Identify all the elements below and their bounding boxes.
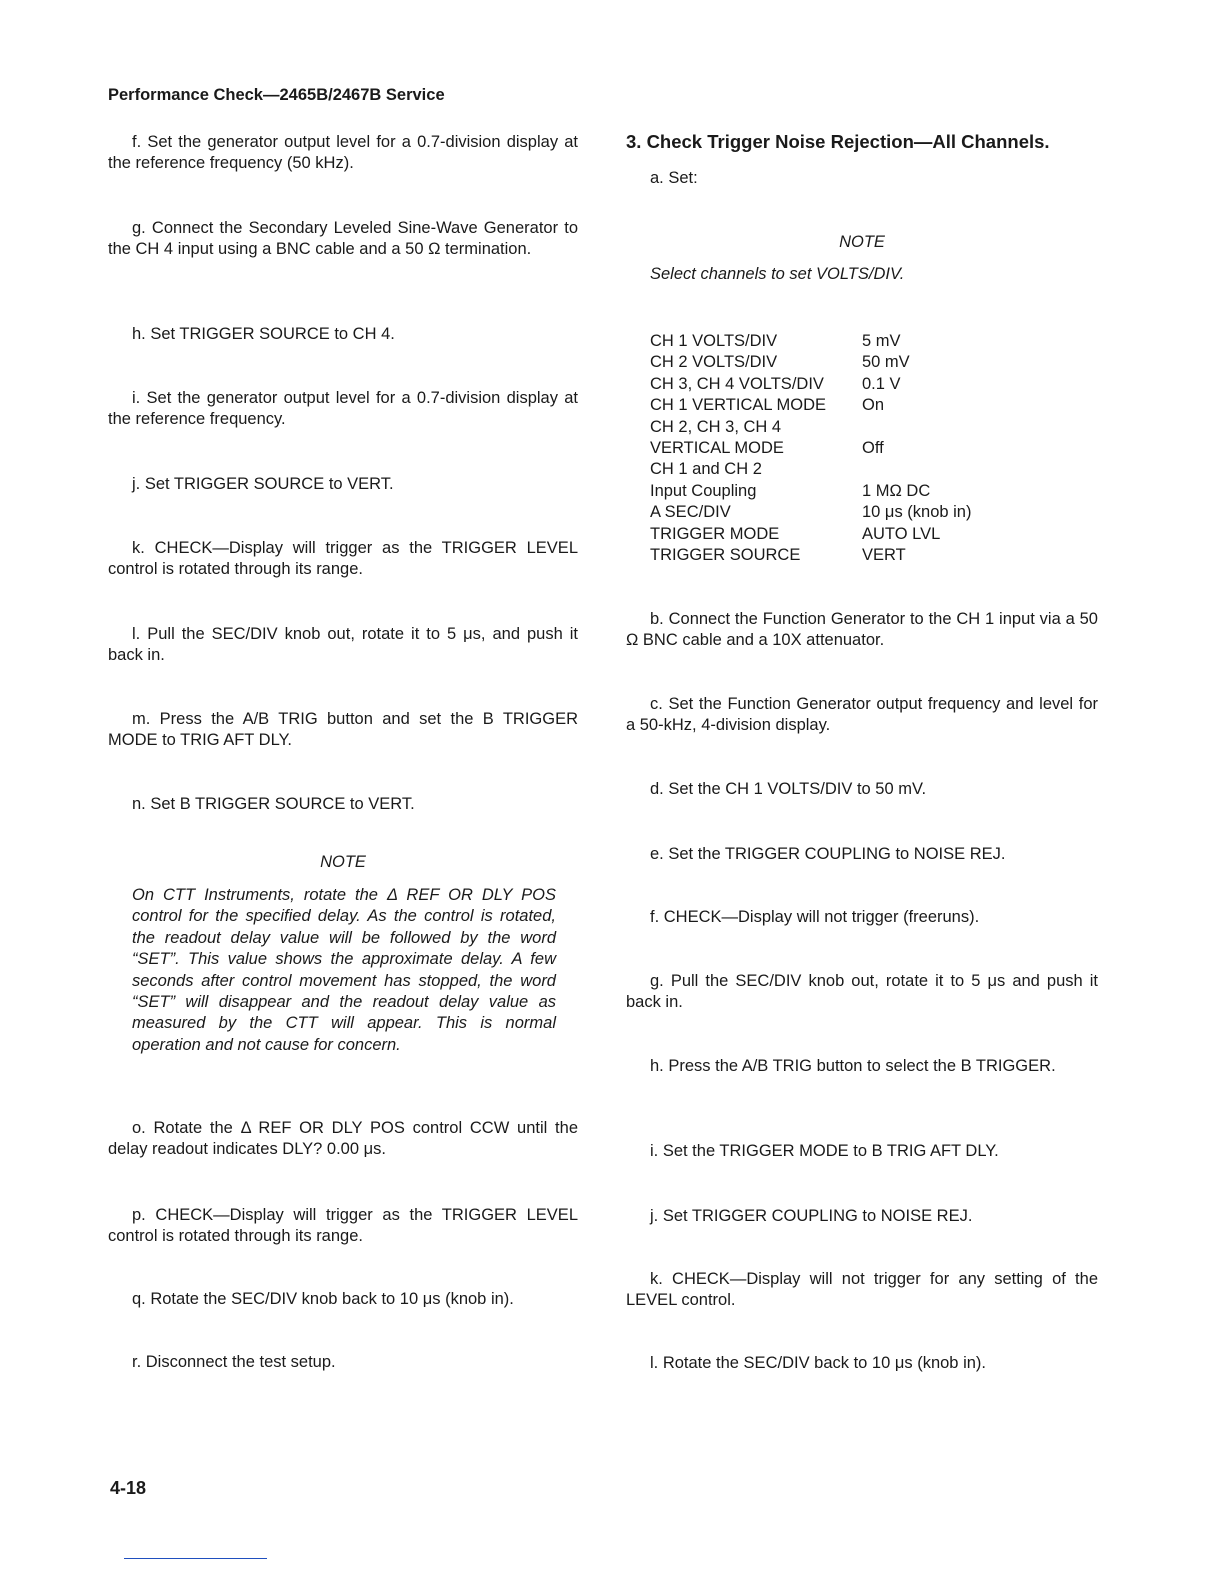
page-number: 4-18 <box>110 1478 147 1498</box>
step-right-i: i. Set the TRIGGER MODE to B TRIG AFT DLY. <box>650 1142 999 1160</box>
step-left-f: f. Set the generator output level for a 0.7-division display at the reference frequency (50 kHz). <box>108 133 578 172</box>
setting-name: A SEC/DIV <box>650 503 731 522</box>
setting-name: CH 2, CH 3, CH 4 <box>650 417 782 436</box>
settings-row <box>650 524 971 545</box>
step-right-d: d. Set the CH 1 VOLTS/DIV to 50 mV. <box>650 780 927 798</box>
setting-name: CH 1 and CH 2 <box>650 460 762 479</box>
settings-row <box>650 502 971 523</box>
running-header: Performance Check—2465B/2467B Service <box>108 86 445 104</box>
settings-row <box>650 331 971 352</box>
step-left-k: k. CHECK—Display will trigger as the TRIGGER LEVEL control is rotated through its range. <box>108 539 578 578</box>
setting-value: 5 mV <box>862 332 901 350</box>
step-left-o: o. Rotate the Δ REF OR DLY POS control CCW until the delay readout indicates DLY? 0.00 μs. <box>108 1119 578 1158</box>
settings-row <box>650 545 971 566</box>
step-left-g: g. Connect the Secondary Leveled Sine-Wave Generator to the CH 4 input using a BNC cable and a 50 Ω termination. <box>108 219 578 258</box>
step-left-n: n. Set B TRIGGER SOURCE to VERT. <box>132 795 415 813</box>
step-right-l: l. Rotate the SEC/DIV back to 10 μs (knob in). <box>650 1354 986 1372</box>
settings-row <box>650 417 971 438</box>
setting-name: CH 2 VOLTS/DIV <box>650 353 778 372</box>
setting-value: Off <box>862 438 884 457</box>
step-right-k: k. CHECK—Display will not trigger for any setting of the LEVEL control. <box>626 1270 1098 1309</box>
step-left-l: l. Pull the SEC/DIV knob out, rotate it to 5 μs, and push it back in. <box>108 625 578 664</box>
settings-row <box>650 438 971 459</box>
step-right-h: h. Press the A/B TRIG button to select the B TRIGGER. <box>650 1057 1056 1075</box>
setting-name: TRIGGER SOURCE <box>650 545 801 564</box>
step-right-c: c. Set the Function Generator output frequency and level for a 50-kHz, 4-division display. <box>626 695 1098 734</box>
setting-value: AUTO LVL <box>862 524 941 543</box>
footer-rule <box>124 1558 267 1559</box>
setting-value: VERT <box>862 545 906 564</box>
setting-name: CH 1 VOLTS/DIV <box>650 332 778 350</box>
setting-name: TRIGGER MODE <box>650 524 780 543</box>
step-right-a: a. Set: <box>650 169 698 187</box>
settings-table <box>650 331 971 566</box>
note-title: NOTE <box>320 853 366 871</box>
settings-row <box>650 374 971 395</box>
setting-value: 0.1 V <box>862 374 901 393</box>
note-body: Select channels to set VOLTS/DIV. <box>650 265 905 283</box>
setting-value: 10 μs (knob in) <box>862 503 972 522</box>
setting-value <box>862 459 971 480</box>
note-title: NOTE <box>839 233 885 251</box>
step-left-j: j. Set TRIGGER SOURCE to VERT. <box>132 475 394 493</box>
step-left-i: i. Set the generator output level for a 0.7-division display at the reference frequency. <box>108 389 578 428</box>
setting-value: 1 MΩ DC <box>862 481 931 500</box>
step-right-b: b. Connect the Function Generator to the CH 1 input via a 50 Ω BNC cable and a 10X attenuator. <box>626 610 1098 649</box>
setting-name: VERTICAL MODE <box>650 438 784 457</box>
step-left-r: r. Disconnect the test setup. <box>132 1353 336 1371</box>
setting-value: 50 mV <box>862 353 910 372</box>
setting-value <box>862 417 971 438</box>
settings-row <box>650 352 971 373</box>
settings-row <box>650 481 971 502</box>
settings-row <box>650 459 971 480</box>
setting-name: CH 1 VERTICAL MODE <box>650 396 827 415</box>
settings-row <box>650 395 971 416</box>
setting-name: CH 3, CH 4 VOLTS/DIV <box>650 374 824 393</box>
setting-value: On <box>862 396 885 415</box>
step-left-p: p. CHECK—Display will trigger as the TRIGGER LEVEL control is rotated through its range. <box>108 1206 578 1245</box>
note-body: On CTT Instruments, rotate the Δ REF OR DLY POS control for the specified delay. As the control is rotated, the readout delay value will be followed by the word “SET”. This value shows the approximate delay. A few seconds after control movement has stopped, the word “SET” will disappear and the readout delay value as measured by the CTT will appear. This is normal operation and not cause for concern. <box>132 886 556 1054</box>
section-heading: 3. Check Trigger Noise Rejection—All Channels. <box>626 131 1050 152</box>
step-left-h: h. Set TRIGGER SOURCE to CH 4. <box>132 325 395 343</box>
step-right-g: g. Pull the SEC/DIV knob out, rotate it to 5 μs and push it back in. <box>626 972 1098 1011</box>
step-left-q: q. Rotate the SEC/DIV knob back to 10 μs (knob in). <box>132 1290 514 1308</box>
step-right-e: e. Set the TRIGGER COUPLING to NOISE REJ. <box>650 845 1006 863</box>
step-left-m: m. Press the A/B TRIG button and set the B TRIGGER MODE to TRIG AFT DLY. <box>108 710 578 749</box>
step-right-f: f. CHECK—Display will not trigger (freeruns). <box>650 908 980 926</box>
setting-name: Input Coupling <box>650 481 757 500</box>
step-right-j: j. Set TRIGGER COUPLING to NOISE REJ. <box>650 1207 973 1225</box>
